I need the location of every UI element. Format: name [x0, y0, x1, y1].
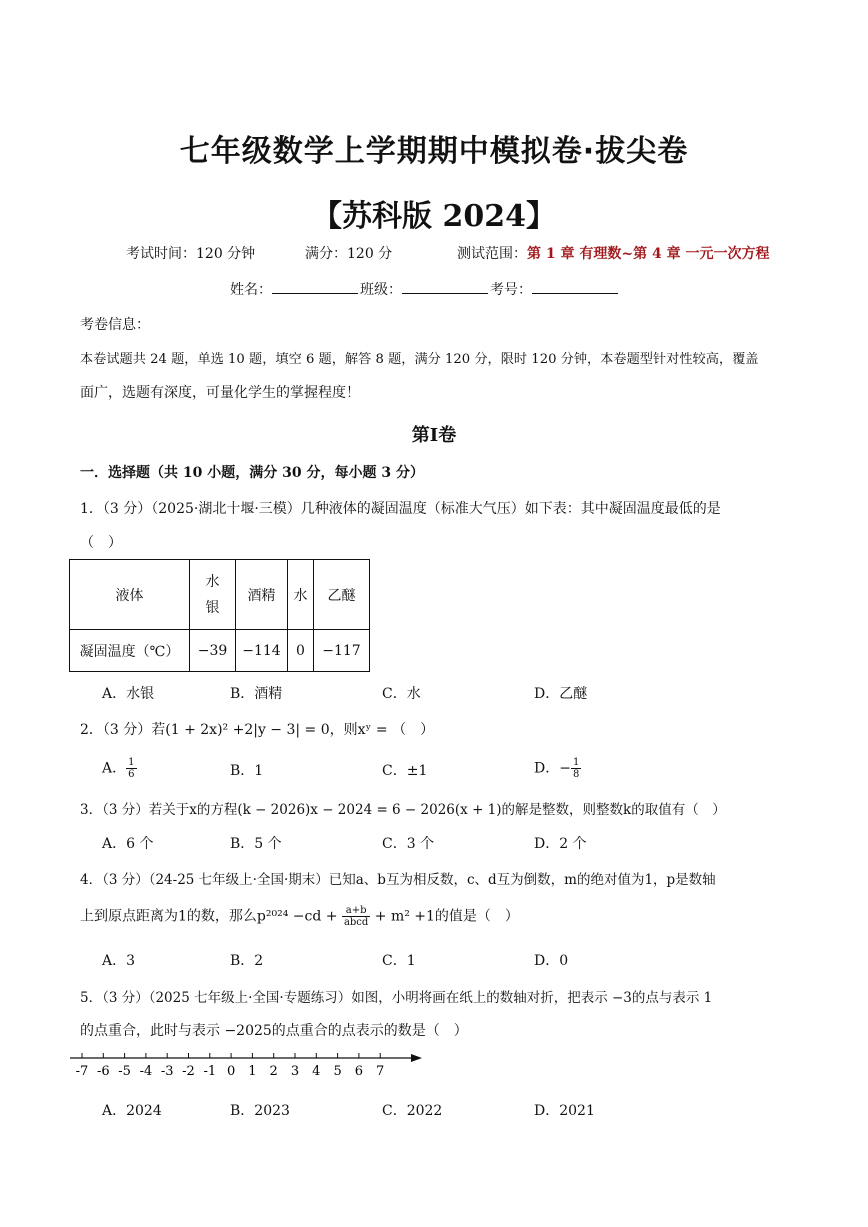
q2-option-a: A． $\frac{1}{6}$	[102, 757, 135, 780]
table-header-water: 水	[288, 560, 314, 630]
table-header-liquid: 液体	[70, 560, 190, 630]
arrow-head-icon	[411, 1054, 422, 1062]
fraction: $\frac{1}{6}$	[128, 757, 135, 780]
axis-tick-label: -4	[139, 1064, 153, 1079]
name-label: 姓名：	[230, 282, 272, 298]
q1-table	[69, 559, 370, 672]
document-title: 七年级数学上学期期中模拟卷·拔尖卷	[179, 134, 689, 169]
fraction: $\frac{1}{8}$	[572, 757, 580, 780]
q2-option-c: C．±1	[382, 763, 428, 779]
q3-option-c: C．3 个	[382, 836, 435, 852]
q1-option-a: A．水银	[102, 686, 155, 702]
number-blank[interactable]	[532, 281, 618, 294]
q4-option-d: D．0	[534, 953, 569, 969]
table-row-label: 凝固温度（℃）	[70, 630, 190, 672]
class-blank[interactable]	[402, 281, 488, 294]
q5-text-2: 的点重合，此时与表示 −2025的点重合的点表示的数是（ ）	[80, 1023, 468, 1039]
table-header-alcohol: 酒精	[236, 560, 288, 630]
q2-text: 2．（3 分）若(1 + 2x)² +2|y − 3| = 0，则xʸ = （ ）	[80, 722, 435, 738]
table-cell: −114	[236, 630, 288, 672]
axis-tick-label: -7	[75, 1064, 89, 1079]
q2-option-d: D．− $\frac{1}{8}$	[534, 757, 580, 780]
info-line-2: 面广，选题有深度，可量化学生的掌握程度！	[80, 385, 360, 401]
q1-text: 1．（3 分）（2025·湖北十堰·三模）几种液体的凝固温度（标准大气压）如下表：其中凝固温度最低的是	[80, 501, 721, 517]
q5-option-d: D．2021	[534, 1103, 595, 1119]
axis-tick-label: 3	[290, 1064, 300, 1079]
full-score: 满分：120 分	[305, 246, 393, 262]
scope-value: 第 1 章 有理数~第 4 章 一元一次方程	[527, 246, 770, 262]
q4-text-2: 上到原点距离为1的数，那么p²⁰²⁴ −cd + $\frac{a+b}{\text{abcd}}$ + m² +1的值是（ ）	[80, 905, 519, 928]
table-cell: 0	[288, 630, 314, 672]
q5-text: 5．（3 分）（2025 七年级上·全国·专题练习）如图，小明将画在纸上的数轴对折，把表示 −3的点与表示 1	[80, 990, 713, 1006]
q2-option-b: B．1	[230, 763, 264, 779]
scope-label: 测试范围：	[457, 246, 527, 262]
axis-tick-label: -2	[182, 1064, 195, 1079]
q4-option-a: A．3	[102, 953, 136, 969]
table-cell: −117	[314, 630, 370, 672]
document-subtitle: 【苏科版 2024】	[312, 199, 556, 234]
q1-option-d: D．乙醚	[534, 686, 588, 702]
q2-expression: (1 + 2x)² +2|y − 3| = 0，则xʸ = （ ）	[165, 722, 435, 738]
number-label: 考号：	[490, 282, 532, 298]
q3-option-b: B．5 个	[230, 836, 282, 852]
axis-tick-label: -3	[160, 1064, 174, 1079]
info-heading: 考卷信息：	[80, 317, 150, 333]
q5-option-b: B．2023	[230, 1103, 290, 1119]
q3-option-d: D．2 个	[534, 836, 587, 852]
axis-tick-label: 1	[248, 1064, 257, 1079]
q4-text: 4．（3 分）（24-25 七年级上·全国·期末）已知a、b互为相反数，c、d互为倒数，m的绝对值为1，p是数轴	[80, 872, 716, 888]
axis-tick-label: -6	[96, 1064, 110, 1079]
q5-option-a: A．2024	[102, 1103, 162, 1119]
q3-option-a: A．6 个	[102, 836, 154, 852]
axis-tick-label: -5	[118, 1064, 131, 1079]
name-blank[interactable]	[272, 281, 358, 294]
axis-tick-label: 0	[226, 1064, 236, 1079]
q1-option-b: B．酒精	[230, 686, 283, 702]
table-header-ether: 乙醚	[314, 560, 370, 630]
table-cell: −39	[190, 630, 236, 672]
info-line-1: 本卷试题共 24 题，单选 10 题，填空 6 题，解答 8 题，满分 120 分，限时 120 分钟，本卷题型针对性较高，覆盖	[80, 352, 759, 367]
student-info-line	[230, 279, 620, 299]
axis-tick-label: -1	[203, 1064, 217, 1079]
axis-tick-label: 6	[354, 1064, 364, 1079]
number-line-figure	[70, 1048, 430, 1084]
q1-text-2: （ ）	[80, 535, 122, 551]
q4-option-b: B．2	[230, 953, 264, 969]
q1-option-c: C．水	[382, 686, 421, 702]
axis-tick-label: 7	[376, 1064, 385, 1079]
axis-tick-label: 5	[333, 1064, 342, 1079]
fraction: $\frac{a+b}{\text{abcd}}$	[343, 905, 369, 928]
class-label: 班级：	[360, 282, 402, 298]
test-scope	[457, 243, 769, 263]
table-header-mercury: 水 银	[190, 560, 236, 630]
axis-tick-label: 4	[312, 1064, 321, 1079]
q4-option-c: C．1	[382, 953, 416, 969]
section-title: 一．选择题（共 10 小题，满分 30 分，每小题 3 分）	[80, 465, 424, 481]
axis-tick-label: 2	[269, 1064, 278, 1079]
volume-title: 第Ⅰ卷	[411, 425, 457, 446]
q3-text: 3．（3 分）若关于x的方程(k − 2026)x − 2024 = 6 − 2026(x + 1)的解是整数，则整数k的取值有（ ）	[80, 802, 726, 818]
q5-option-c: C．2022	[382, 1103, 443, 1119]
exam-time: 考试时间：120 分钟	[126, 246, 256, 262]
